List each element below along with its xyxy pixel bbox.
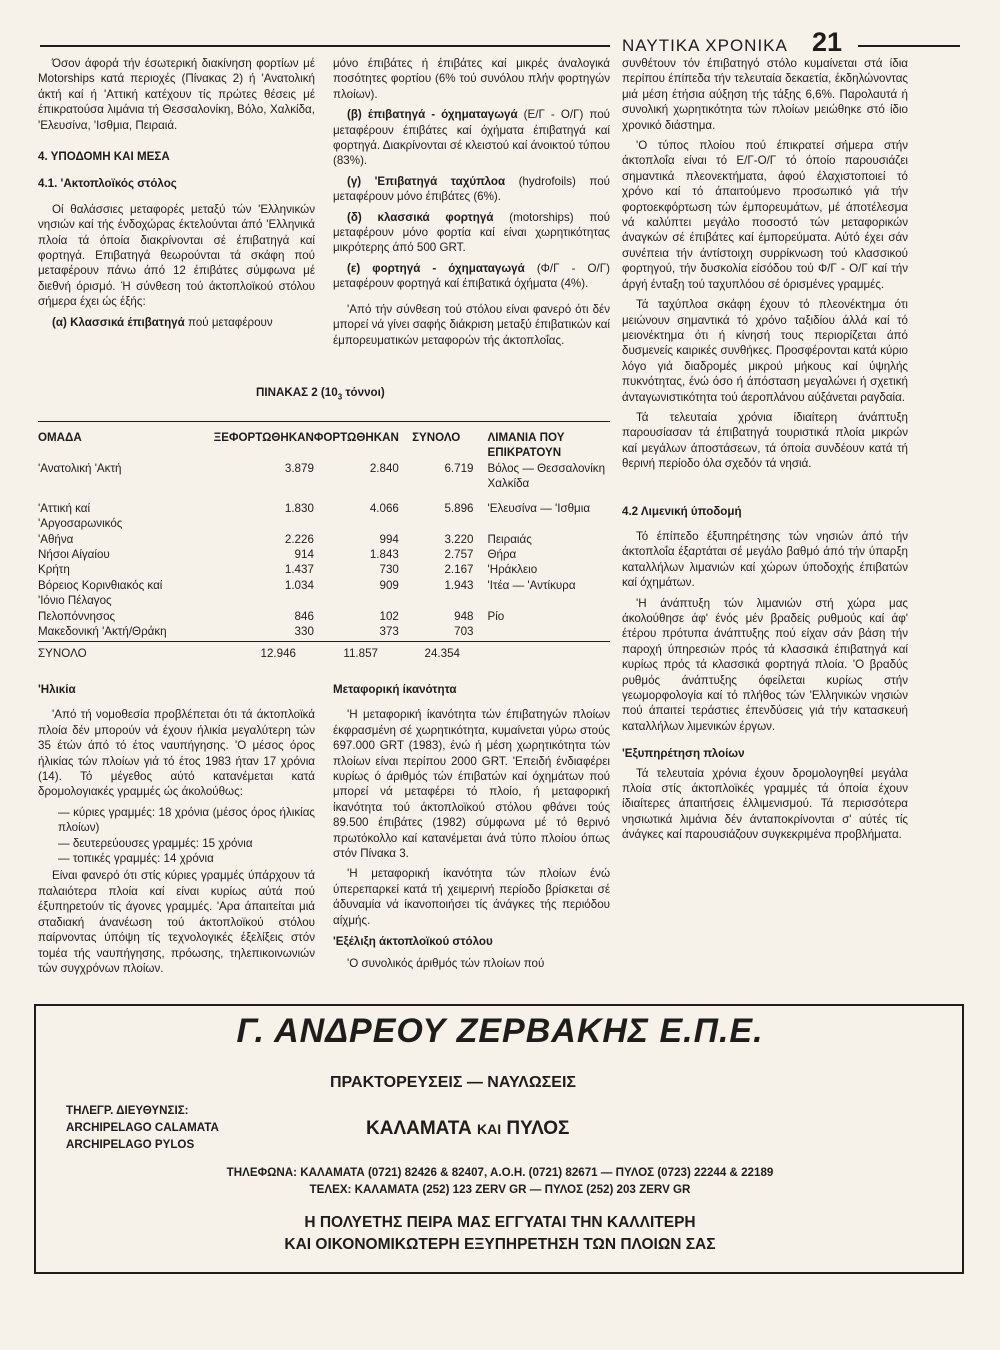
- capacity-paragraph-2: 'Η μεταφορική ίκανότητα τών πλοίων ένώ ύπερεπαρκεί κατά τή χειμερινή περίοδο βρίσκεται σέ άδυναμία νά ίκανοποιήσει τίς άνάγκες τής περιόδου αίχμής.: [333, 867, 610, 927]
- table-row: [38, 578, 610, 609]
- row-ports: 'Ηράκλειο: [487, 563, 538, 577]
- item-d-label: (δ) κλασσικά φορτηγά: [347, 210, 494, 224]
- age-paragraph-2: Είναι φανερό ότι στίς κύριες γραμμές ύπάρχουν τά παλαιότερα πλοία καί είναι κυρίως αύτά πού έξυπηρετούν τίς άγονες γραμμές. 'Αρα άπαιτείται μιά σταδιακή άνανέωση τού άκτοπλοϊκού στόλου παίρνοντας ύπόψη τίς τεχνολογικές έξελίξεις στόν τομέα τής ναυπήγησης, πρόωσης, τηλεπικοινωνιών τών συγχρόνων πλοίων.: [38, 869, 315, 975]
- item-c-label: (γ) 'Επιβατηγά ταχύπλοα: [347, 174, 506, 188]
- item-d: [333, 210, 610, 256]
- ad-telegraph-2: ARCHIPELAGO PYLOS: [66, 1138, 195, 1151]
- row-unloaded: 1.830: [284, 501, 314, 515]
- row-loaded: 730: [379, 563, 399, 577]
- row-total: 703: [454, 625, 474, 639]
- table-total-row: [38, 646, 610, 661]
- column-1-bottom: [38, 680, 315, 981]
- row-total: 2.757: [444, 548, 474, 562]
- col3-paragraph-7: Τά τελευταία χρόνια έχουν δρομολογηθεί μεγάλα πλοία στίς άκτοπλοϊκές γραμμές τά όποία έχουν ίδιαίτερες άπαιτήσεις έλλιμενισμού. Τά περισσότερα νησιωτικά λιμάνια δέν άνταποκρίνονται σ' αύτές τίς άνάγκες καί παρουσιάζουν συγκεκριμένα προβλήματα.: [622, 766, 908, 842]
- cargo-table: [38, 430, 610, 639]
- ad-city-and: ΚΑΙ: [477, 1121, 502, 1137]
- section-heading: 4. ΥΠΟΔΟΜΗ ΚΑΙ ΜΕΣΑ: [38, 150, 170, 164]
- col3-paragraph-6: 'Η άνάπτυξη τών λιμανιών στή χώρα μας άκολούθησε άφ' ένός μέν βραδείς ρυθμούς καί άφ' έτέρου πρότυπα άνάπτυξης πού είχαν σάν βάση τήν παροχή ύπηρεσιών πρός τά κλασσικά έπιβατηγά καί κυρίως πρός τά κλασσικά φορτηγά πλοία. 'Ο βραδύς ρυθμός άνάπτυξης όφείλεται κυρίως στήν γεωμορφολογία καί τό πλήθος τών 'Ελληνικών νησιών πού άπαιτεί τεράστιες έπενδύσεις γιά τήν κατασκευή καταλλήλων λιμενικών έργων.: [622, 596, 908, 733]
- fleet-paragraph: Οί θαλάσσιες μεταφορές μεταξύ τών 'Ελληνικών νησιών καί τής ένδοχώρας έκτελούνται άπό 'Ελληνικά πλοία τά όποία διακρίνονται σέ έπιβατηγά καί φορτηγά. Επιβατηγά θεωρούνται τά σκάφη πού μεταφέρουν πάνω άπό 12 έπιβάτες σύμφωνα μέ διεθνή όρισμό. Ή σύνθεση τού άκτοπλοϊκού στόλου σήμερα έχει ώς έξής:: [38, 202, 315, 309]
- age-bullet-3: — τοπικές γραμμές: 14 χρόνια: [58, 852, 214, 866]
- row-unloaded: 2.226: [284, 532, 314, 546]
- row-unloaded: 330: [294, 625, 314, 639]
- row-group: Κρήτη: [38, 563, 70, 577]
- ship-service-heading: 'Εξυπηρέτηση πλοίων: [622, 747, 745, 761]
- ad-phones: ΤΗΛΕΦΩΝΑ: ΚΑΛΑΜΑΤΑ (0721) 82426 & 82407, Α.Ο.Η. (0721) 82671 — ΠΥΛΟΣ (0723) 22244 & 22189: [226, 1166, 774, 1179]
- row-loaded: 4.066: [369, 501, 399, 515]
- item-e-text: (Φ/Γ - Ο/Γ) μεταφέρουν φορτηγά καί έπιβατικά όχήματα (4%).: [333, 261, 610, 291]
- row-total: 6.719: [444, 461, 474, 475]
- column-1-top: [38, 56, 315, 335]
- item-a-label: (α) Κλασσικά έπιβατηγά: [52, 315, 185, 329]
- item-c: [333, 174, 610, 205]
- ad-city-pylos: ΠΥΛΟΣ: [506, 1118, 570, 1139]
- col3-paragraph-3: Τά ταχύπλοα σκάφη έχουν τό πλεονέκτημα ότι μειώνουν σημαντικά τό χρόνο ταξιδίου άλλά καί τό μειονέκτημα ότι ή κίνησή τους περιορίζεται άπό δυσμενείς καιρικές συνθήκες. Προσφέρονται κατά κύριο λόγο γιά διαδρομές μικρού μήκους καί ύψηλής πυκνότητας, ένώ όσο ή άπόσταση μεγαλώνει ή σχετική άνταγωνιστικότητα τού άεροπλάνου αύξάνεται ραγδαία.: [622, 298, 908, 404]
- header-rule-right: [858, 45, 960, 47]
- col3-paragraph-4: Τά τελευταία χρόνια ίδιαίτερη άνάπτυξη παρουσίασαν τά έπιβατηγά τουριστικά πλοία μικρών καί μεγάλων άποστάσεων, τά όποία συνδέουν κατά τή θερινή περίοδο όλα σχεδόν τά νησιά.: [622, 410, 908, 471]
- column-2-top: [333, 56, 610, 353]
- item-a-continued: μόνο έπιβάτες ή έπιβάτες καί μικρές άναλογικά ποσότητες φορτίου (6% τού συνόλου πλήν φορτηγών πλοίων).: [333, 57, 610, 101]
- ad-slogan-1: Η ΠΟΛΥΕΤΗΣ ΠΕΙΡΑ ΜΑΣ ΕΓΓΥΑΤΑΙ ΤΗΝ ΚΑΛΛΙΤΕΡΗ: [304, 1214, 696, 1231]
- ad-telegraph-label: ΤΗΛΕΓΡ. ΔΙΕΥΘΥΝΣΙΣ:: [66, 1104, 189, 1117]
- row-total: 1.943: [444, 578, 474, 592]
- total-total: 24.354: [424, 647, 460, 660]
- row-ports: Πειραιάς: [487, 532, 532, 546]
- row-loaded: 909: [379, 578, 399, 592]
- magazine-title: ΝΑΥΤΙΚΑ ΧΡΟΝΙΚΑ: [622, 36, 788, 55]
- column-3: [622, 56, 908, 848]
- table-row: [38, 501, 610, 532]
- row-loaded: 2.840: [369, 461, 399, 475]
- capacity-paragraph-1: 'Η μεταφορική ίκανότητα τών έπιβατηγών πλοίων έκφρασμένη σέ χωρητικότητα, κυμαίνεται γύρω στούς 697.000 GRT (1983), ένώ ή μέση χωρητικότητα τών πλοίων είναι περίπου 2000 GRT. 'Επειδή ένδιαφέρει κυρίως ό άριθμός τών έπιβατών καί όχημάτων πού μπορεί νά μεταφέρει τό πλοίο, ή μεταφορική ίκανότητα τού άκτοπλοϊκού στόλου φθάνει τούς 89.500 έπιβάτες (1982) σύμφωνα μέ τό θερινό πρωτόκολλο καί κατανέμεται άνά τύπο πλοίου όπως στόν Πίνακα 3.: [333, 708, 610, 861]
- row-total: 5.896: [444, 501, 474, 515]
- item-a: [38, 315, 315, 330]
- row-ports: Βόλος — Θεσσαλονίκη Χαλκίδα: [487, 461, 606, 491]
- row-unloaded: 1.034: [284, 578, 314, 592]
- table-title: [256, 386, 385, 401]
- item-d-text: (motorships) πού μεταφέρουν μόνο φορτία καί είναι χωρητικότητας μικρότερης άπό 500 GRT.: [333, 210, 610, 255]
- table-title-end: τόννοι): [342, 386, 385, 399]
- column-2-bottom: [333, 680, 610, 976]
- intro-paragraph: Όσον άφορά τήν έσωτερική διακίνηση φορτίων μέ Motorships κατά περιοχές (Πίνακας 2) ή 'Ανατολική άκτή καί ή 'Αττική κατέχουν τίς πρώτες θέσεις μέ έπικρατούσα λιμάνια τή Θεσσαλονίκη, Βόλο, Χαλκίδα, 'Ελευσίνα, 'Ισθμια, Πειραιά.: [38, 57, 315, 132]
- row-group: Νήσοι Αίγαίου: [38, 548, 110, 562]
- table-row: [38, 609, 610, 624]
- age-paragraph-1: 'Από τή νομοθεσία προβλέπεται ότι τά άκτοπλοϊκά πλοία δέν μπορούν νά έχουν ήλικία μεγαλύτερη τών 35 έτών άπό τό έτος ναυπήγησης. 'Ο μέσος όρος ήλικίας τών πλοίων γιά τό έτος 1983 ήταν 17 χρόνια (14). Τό μέγεθος αύτό κατανέμεται κατά δρομολογιακές γραμμές ώς άκολούθως:: [38, 708, 315, 799]
- header-unloaded: ΞΕΦΟΡΤΩΘΗΚΑΝ: [213, 431, 314, 444]
- item-e-label: (ε) φορτηγά - όχηματαγωγά: [347, 261, 525, 275]
- table-title-sub: 3: [337, 392, 343, 402]
- row-unloaded: 3.879: [284, 461, 314, 475]
- table-top-rule: [38, 421, 610, 422]
- row-ports: Θήρα: [487, 548, 517, 562]
- row-loaded: 1.843: [369, 548, 399, 562]
- col3-paragraph-5: Τό έπίπεδο έξυπηρέτησης τών νησιών άπό τήν άκτοπλοΐα έξαρτάται σέ μεγάλο βαθμό άπό τήν ύπαρξη καταλλήλων λιμανιών καί χώρων ύποδοχής έπιβατών καί όχημάτων.: [622, 529, 908, 590]
- total-label: ΣΥΝΟΛΟ: [38, 647, 87, 660]
- row-ports: 'Ελευσίνα — 'Ισθμια: [487, 501, 591, 515]
- row-group: 'Αττική καί 'Αργοσαρωνικός: [38, 501, 123, 531]
- subsection-heading: 4.1. 'Ακτοπλοϊκός στόλος: [38, 177, 177, 191]
- row-loaded: 994: [379, 532, 399, 546]
- item-a-text: πού μεταφέρουν: [188, 315, 273, 329]
- row-ports: [474, 624, 611, 639]
- row-loaded: 373: [379, 625, 399, 639]
- total-loaded: 11.857: [343, 647, 378, 660]
- row-unloaded: 846: [294, 609, 314, 623]
- ad-cities: [366, 1118, 569, 1140]
- composition-paragraph: 'Από τήν σύνθεση τού στόλου είναι φανερό ότι δέν μπορεί νά γίνει σαφής διάκριση μεταξύ έπιβατικών καί έμπορευματικών μεταφορών τής άκτοπλοΐας.: [333, 302, 610, 347]
- ad-slogan-2: ΚΑΙ ΟΙΚΟΝΟΜΙΚΩΤΕΡΗ ΕΞΥΠΗΡΕΤΗΣΗ ΤΩΝ ΠΛΟΙΩΝ ΣΑΣ: [284, 1236, 716, 1253]
- header-ports: ΛΙΜΑΝΙΑ ΠΟΥ ΕΠΙΚΡΑΤΟΥΝ: [487, 431, 565, 460]
- table-title-main: ΠΙΝΑΚΑΣ 2 (10: [256, 386, 338, 399]
- table-row: [38, 624, 610, 639]
- row-loaded: 102: [379, 609, 399, 623]
- row-group: Βόρειος Κορινθιακός καί 'Ιόνιο Πέλαγος: [38, 578, 163, 608]
- ad-telex: ΤΕΛΕΧ: ΚΑΛΑΜΑΤΑ (252) 123 ZERV GR — ΠΥΛΟΣ (252) 203 ZERV GR: [309, 1183, 691, 1196]
- fleet-evolution-heading: 'Εξέλιξη άκτοπλοϊκού στόλου: [333, 935, 493, 949]
- age-bullet-2: — δευτερεύουσες γραμμές: 15 χρόνια: [58, 836, 253, 850]
- item-b-text: (Ε/Γ - Ο/Γ) πού μεταφέρουν έπιβάτες καί όχήματα έπιβατηγά καί φορτηγά. Διακρίνονται σέ κλειστού καί άνοικτού τύπου (83%).: [333, 108, 610, 168]
- header-loaded: ΦΟΡΤΩΘΗΚΑΝ: [313, 431, 399, 444]
- ad-city-kalamata: ΚΑΛΑΜΑΤΑ: [366, 1118, 472, 1139]
- header-group: ΟΜΑΔΑ: [38, 431, 82, 444]
- ad-company-name: Γ. ΑΝΔΡΕΟΥ ΖΕΡΒΑΚΗΣ Ε.Π.Ε.: [236, 1012, 764, 1050]
- row-total: 948: [454, 609, 474, 623]
- row-group: Πελοπόννησος: [38, 609, 116, 623]
- table-header-row: [38, 430, 610, 461]
- row-group: 'Ανατολική 'Ακτή: [38, 461, 122, 475]
- total-unloaded: 12.946: [260, 647, 296, 660]
- item-b-label: (β) έπιβατηγά - όχηματαγωγά: [347, 108, 518, 122]
- port-infrastructure-heading: 4.2 Λιμενική ύποδομή: [622, 504, 742, 518]
- row-total: 3.220: [444, 532, 474, 546]
- row-group: Μακεδονική 'Ακτή/Θράκη: [38, 625, 167, 639]
- header-rule-left: [40, 45, 610, 47]
- table-row: [38, 562, 610, 577]
- col3-paragraph-2: 'Ο τύπος πλοίου πού έπικρατεί σήμερα στήν άκτοπλοΐα είναι τό Ε/Γ-Ο/Γ τό όποίο παρουσιάζει σημαντικά πλεονεκτήματα, άφού έλαχιστοποιεί τό χρόνο καί τό άπαιτούμενο προσωπικό γιά τήν φορτοεκφόρτωση τών έμπορευμάτων, μέ άποτέλεσμα νά καλύπτει μεγάλο ποσοστό τών μεταφορικών άναγκών σέ έπιβάτες καί έμπορεύματα. Αύτό έχει σάν συνέπεια τήν άντίστοιχη συρρίκνωση τού κλασσικού φορτηγού, τήν δυσκολία είσόδου τού Φ/Γ - Ο/Γ καί τήν άργή ένταξη τού ταχυπλόου σέ όρισμένες γραμμές.: [622, 139, 908, 291]
- age-heading: 'Ηλικία: [38, 683, 76, 696]
- ad-services: ΠΡΑΚΤΟΡΕΥΣΕΙΣ — ΝΑΥΛΩΣΕΙΣ: [330, 1074, 576, 1091]
- header-total: ΣΥΝΟΛΟ: [412, 431, 461, 444]
- cargo-table-total: [38, 646, 610, 661]
- fleet-evolution-paragraph: 'Ο συνολικός άριθμός τών πλοίων πού: [347, 956, 545, 970]
- item-c-text: (hydrofoils) πού μεταφέρουν μόνο έπιβάτες (6%).: [333, 174, 610, 204]
- table-row: [38, 547, 610, 562]
- item-e: [333, 261, 610, 292]
- page-number: 21: [812, 27, 843, 57]
- row-total: 2.167: [444, 563, 474, 577]
- capacity-heading: Μεταφορική ίκανότητα: [333, 683, 457, 696]
- table-bottom-rule: [38, 641, 610, 642]
- item-b: [333, 107, 610, 169]
- row-unloaded: 914: [294, 548, 314, 562]
- age-bullet-1: — κύριες γραμμές: 18 χρόνια (μέσος όρος ήλικίας πλοίων): [58, 805, 315, 835]
- row-unloaded: 1.437: [284, 563, 314, 577]
- table-row: [38, 461, 610, 501]
- row-ports: Ρίο: [487, 609, 505, 623]
- ad-telegraph-1: ARCHIPELAGO CALAMATA: [66, 1121, 219, 1134]
- row-group: 'Αθήνα: [38, 532, 74, 546]
- row-ports: 'Ιτέα — 'Αντίκυρα: [487, 578, 576, 592]
- col3-paragraph-1: συνθέτουν τόν έπιβατηγό στόλο κυμαίνεται στά ίδια περίπου έπίπεδα τήν τελευταία δεκαετία, έκδηλώνοντας μιά μέση έτήσια αύξηση τής τάξης 6,6%. Παρολαυτά ή συνολική χωρητικότητα τών πλοίων μειώθηκε στό ίδιο χρονικό διάστημα.: [622, 57, 908, 132]
- table-row: [38, 532, 610, 547]
